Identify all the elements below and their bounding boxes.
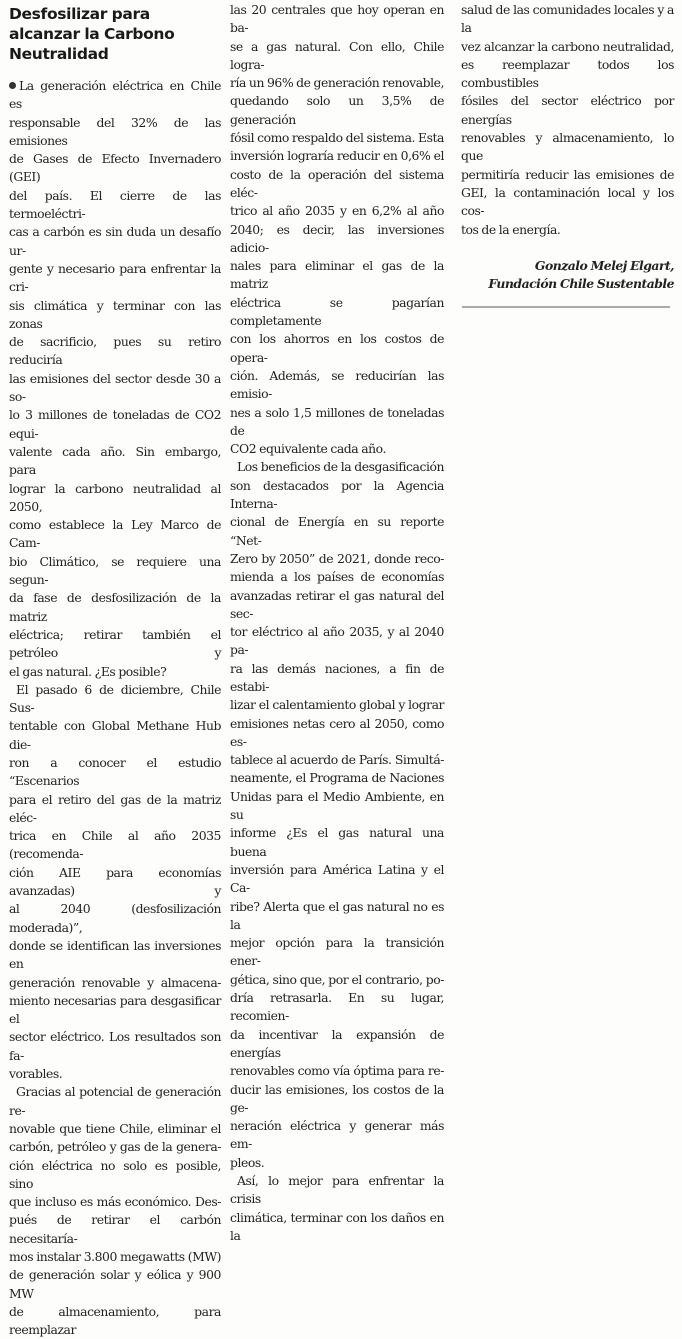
article-title: Desfosilizar para alcanzar la Carbono Neutralidad <box>9 5 175 63</box>
paragraph <box>9 681 221 1084</box>
text-line: fósiles del sector eléctrico por energías <box>461 93 674 127</box>
text-line: ción eléctrica no solo es posible, sino <box>9 1157 221 1191</box>
text-line: las 20 centrales que hoy operan en ba- <box>230 2 444 36</box>
column-1 <box>9 0 221 1339</box>
text-line: sis climática y terminar con las zonas <box>9 297 221 331</box>
text-line: novable que tiene Chile, eliminar el <box>9 1120 221 1136</box>
text-line: generación renovable y almacena- <box>9 974 221 990</box>
text-line: lizar el calentamiento global y lograr <box>230 697 444 713</box>
text-line: nales para eliminar el gas de la matriz <box>230 258 444 292</box>
text-line: el gas natural. ¿Es posible? <box>9 663 167 679</box>
text-line: gética, sino que, por el contrario, po- <box>230 971 444 987</box>
text-line: 2040; es decir, las inversiones adicio- <box>230 221 444 255</box>
text-line: da incentivar la expansión de energías <box>230 1026 444 1060</box>
text-line: climática, terminar con los daños en la <box>230 1209 444 1243</box>
text-line: mienda a los países de economías <box>230 569 444 585</box>
text-line: ría un 96% de generación renovable, <box>230 75 444 91</box>
text-line: donde se identifican las inversiones en <box>9 937 221 972</box>
text-line: vorables. <box>9 1066 63 1082</box>
text-line: avanzadas retirar el gas natural del sec- <box>230 587 444 621</box>
text-line: responsable del 32% de las emisiones <box>9 114 221 148</box>
text-line: para el retiro del gas de la matriz eléc- <box>9 791 221 825</box>
text-line: bio Climático, se requiere una segun- <box>9 553 221 588</box>
text-line: lo 3 millones de toneladas de CO2 equi- <box>9 407 221 441</box>
text-line: emisiones netas cero al 2050, como es- <box>230 715 444 749</box>
paragraph <box>230 458 444 1172</box>
text-line: ción AIE para economías avanzadas) y <box>9 864 221 899</box>
text-line: de Gases de Efecto Invernadero (GEI) <box>9 151 221 185</box>
text-line: neamente, el Programa de Naciones <box>230 770 444 786</box>
text-line: costo de la operación del sistema eléc- <box>230 166 444 200</box>
text-line: neración eléctrica y generar más em- <box>230 1118 444 1152</box>
text-line: del país. El cierre de las termoeléctri- <box>9 187 221 222</box>
column-3 <box>461 1 674 308</box>
text-line: al 2040 (desfosilización moderada)”, <box>9 901 221 935</box>
text-line: ducir las emisiones, los costos de la ge- <box>230 1081 444 1115</box>
text-line: como establece la Ley Marco de Cam- <box>9 517 221 551</box>
text-line: Unidas para el Medio Ambiente, en su <box>230 788 444 823</box>
text-line: vez alcanzar la carbono neutralidad, <box>461 38 674 54</box>
text-line: de sacrificio, pues su retiro reduciría <box>9 334 221 368</box>
signature-organization: Fundación Chile Sustentable <box>488 276 674 292</box>
text-line: Gracias al potencial de generación re- <box>9 1084 221 1118</box>
text-line: miento necesarias para desgasificar el <box>9 992 221 1027</box>
text-line: trica en Chile al año 2035 (recomenda- <box>9 828 221 862</box>
text-line: lograr la carbono neutralidad al 2050, <box>9 480 221 514</box>
text-line: gente y necesario para enfrentar la cri- <box>9 260 221 295</box>
text-line: quedando solo un 3,5% de generación <box>230 93 444 127</box>
text-line: El pasado 6 de diciembre, Chile Sus- <box>9 681 221 716</box>
text-line: tentable con Global Methane Hub die- <box>9 718 221 752</box>
text-line: trico al año 2035 y en 6,2% al año <box>230 203 444 219</box>
text-line: son destacados por la Agencia Interna- <box>230 477 444 512</box>
text-line: mos instalar 3.800 megawatts (MW) <box>9 1249 221 1264</box>
text-line: permitiría reducir las emisiones de <box>461 166 674 182</box>
signature-author: Gonzalo Melej Elgart, <box>534 257 674 273</box>
text-line: GEI, la contaminación local y los cos- <box>461 184 674 219</box>
text-line: de almacenamiento, para reemplazar <box>9 1303 221 1338</box>
text-line: La generación eléctrica en Chile es <box>9 78 221 112</box>
paragraph <box>461 1 674 239</box>
text-line: de generación solar y eólica y 900 MW <box>9 1267 221 1301</box>
text-line: se a gas natural. Con ello, Chile logra- <box>230 38 444 72</box>
text-line: CO2 equivalente cada año. <box>230 441 386 457</box>
bullet-icon <box>9 82 16 89</box>
text-line: renovables como vía óptima para re- <box>230 1063 444 1079</box>
text-line: las emisiones del sector desde 30 a so- <box>9 370 221 405</box>
text-line: renovables y almacenamiento, lo que <box>461 130 674 164</box>
text-line: carbón, petróleo y gas de la genera- <box>9 1139 221 1155</box>
text-line: da fase de desfosilización de la matriz <box>9 590 221 624</box>
text-line: nes a solo 1,5 millones de toneladas de <box>230 404 444 438</box>
paragraph <box>230 1 444 458</box>
text-line: pués de retirar el carbón necesitaría- <box>9 1212 221 1246</box>
text-line: tor eléctrico al año 2035, y al 2040 pa- <box>230 624 444 658</box>
paragraph <box>9 1083 221 1339</box>
text-line: tos de la energía. <box>461 221 561 237</box>
column-3-body <box>461 1 674 239</box>
column-1-body <box>9 77 221 1339</box>
text-line: inversión lograría reducir en 0,6% el <box>230 148 444 164</box>
text-line: Zero by 2050” de 2021, donde reco- <box>230 550 444 566</box>
text-line: Así, lo mejor para enfrentar la crisis <box>230 1173 444 1207</box>
text-line: mejor opción para la transición ener- <box>230 935 444 969</box>
text-line: cas a carbón es sin duda un desafío ur- <box>9 224 221 258</box>
text-line: ción. Además, se reducirían las emisio- <box>230 367 444 402</box>
text-line: eléctrica se pagarían completamente <box>230 294 444 329</box>
column-2 <box>230 1 444 1245</box>
text-line: dría retrasarla. En su lugar, recomien- <box>230 990 444 1024</box>
text-line: con los ahorros en los costos de opera- <box>230 331 444 365</box>
text-line: que incluso es más económico. Des- <box>9 1194 221 1210</box>
text-line: cional de Energía en su reporte “Net- <box>230 514 444 548</box>
text-line: Los beneficios de la desgasificación <box>237 459 444 475</box>
column-2-body <box>230 1 444 1245</box>
text-line: ribe? Alerta que el gas natural no es la <box>230 898 444 932</box>
text-line: ra las demás naciones, a fin de estabi- <box>230 660 444 694</box>
paragraph <box>9 77 221 681</box>
text-line: informe ¿Es el gas natural una buena <box>230 825 444 859</box>
text-line: sector eléctrico. Los resultados son fa- <box>9 1029 221 1063</box>
text-line: inversión para América Latina y el Ca- <box>230 861 444 896</box>
end-rule <box>462 306 670 308</box>
text-line: valente cada año. Sin embargo, para <box>9 443 221 478</box>
text-line: es reemplazar todos los combustibles <box>461 56 674 91</box>
text-line: eléctrica; retirar también el petróleo y <box>9 626 221 661</box>
paragraph <box>230 1172 444 1245</box>
text-line: ron a conocer el estudio “Escenarios <box>9 754 221 789</box>
text-line: fósil como respaldo del sistema. Esta <box>230 130 444 146</box>
signature <box>461 257 674 294</box>
text-line: salud de las comunidades locales y a la <box>461 2 674 36</box>
text-line: pleos. <box>230 1154 265 1170</box>
text-line: tablece al acuerdo de París. Simultá- <box>230 752 444 768</box>
